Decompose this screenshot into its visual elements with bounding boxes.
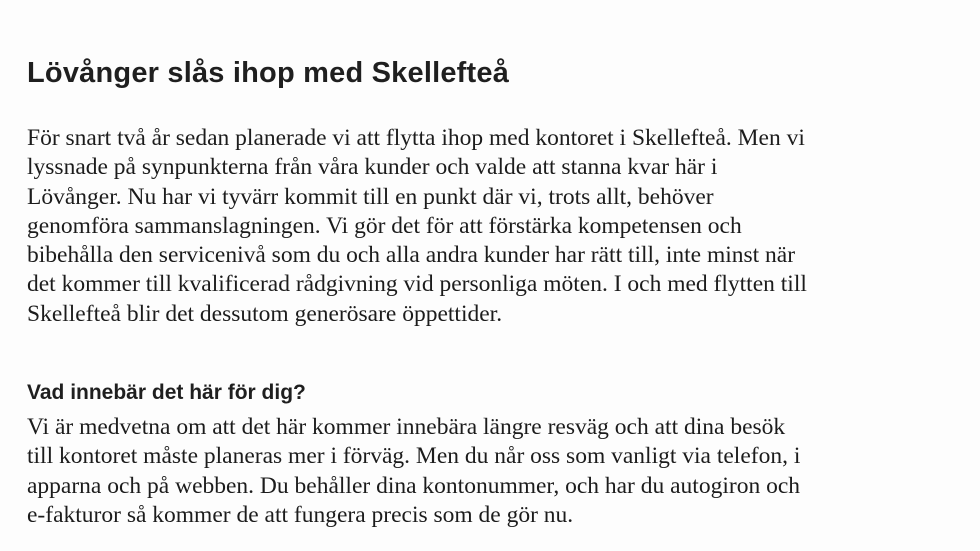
intro-paragraph bbox=[27, 124, 807, 329]
article-title: Lövånger slås ihop med Skellefteå bbox=[27, 57, 510, 89]
section-line: e-fakturor så kommer de att fungera precis som de gör nu. bbox=[27, 501, 574, 528]
intro-line: lyssnade på synpunkterna från våra kunder och valde att stanna kvar här i bbox=[27, 154, 718, 181]
intro-line: Lövånger. Nu har vi tyvärr kommit till en punkt där vi, trots allt, behöver bbox=[27, 183, 714, 210]
section-line: till kontoret måste planeras mer i förväg. Men du når oss som vanligt via telefon, i bbox=[27, 443, 801, 470]
intro-line: För snart två år sedan planerade vi att flytta ihop med kontoret i Skellefteå. Men vi bbox=[27, 125, 805, 151]
intro-line: Skellefteå blir det dessutom generösare öppettider. bbox=[27, 300, 503, 327]
section-line: Vi är medvetna om att det här kommer innebära längre resväg och att dina besök bbox=[27, 414, 786, 440]
intro-line: bibehålla den servicenivå som du och alla andra kunder har rätt till, inte minst när bbox=[27, 242, 796, 269]
section-line: apparna och på webben. Du behåller dina kontonummer, och har du autogiron och bbox=[27, 472, 800, 499]
intro-line: genomföra sammanslagningen. Vi gör det för att förstärka kompetensen och bbox=[27, 212, 742, 239]
intro-line: det kommer till kvalificerad rådgivning vid personliga möten. I och med flytten till bbox=[27, 271, 807, 298]
section-heading: Vad innebär det här för dig? bbox=[27, 381, 306, 404]
section-paragraph bbox=[27, 413, 800, 530]
